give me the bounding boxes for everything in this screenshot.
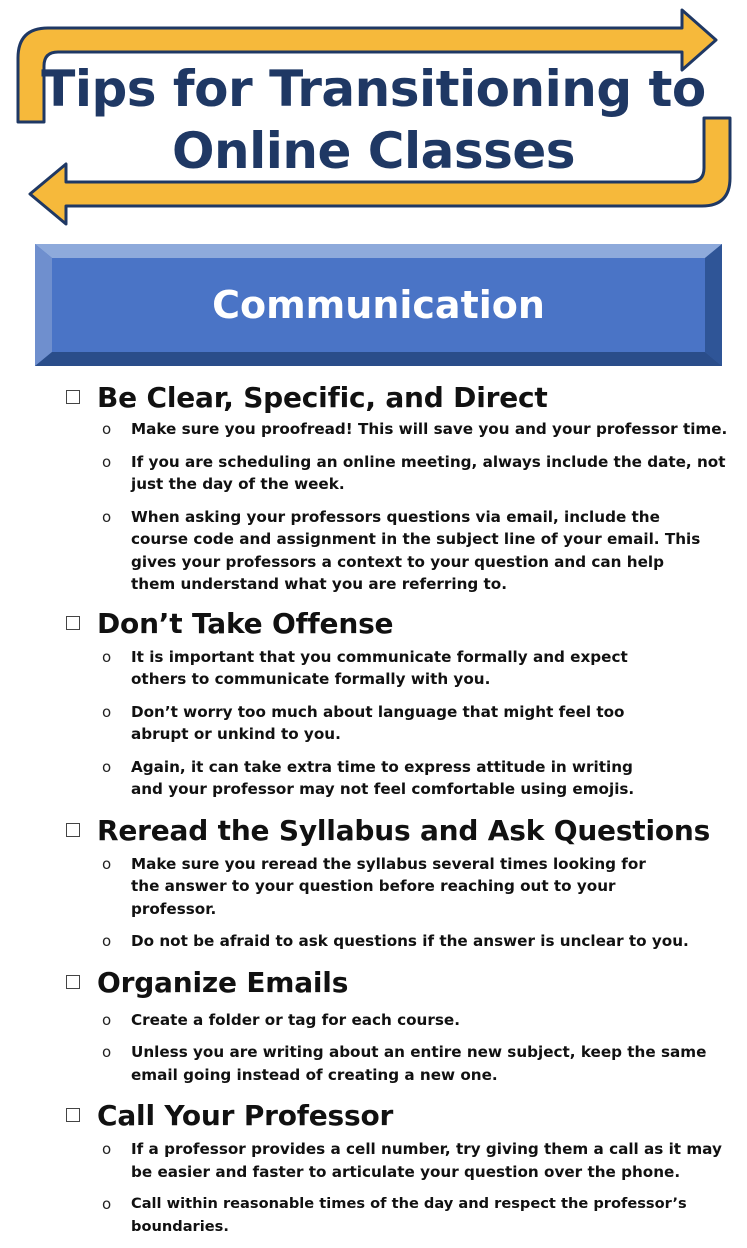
bullet-icon: o: [102, 1043, 112, 1061]
list-item: o If you are scheduling an online meeting, always include the date, not just the day of the week.: [102, 452, 726, 493]
section-header: [35, 244, 722, 366]
list-item: o Call within reasonable times of the day and respect the professor’s boundaries.: [102, 1195, 687, 1235]
bullet-list: [0, 646, 747, 801]
tip-heading: Organize Emails: [97, 965, 349, 999]
bullet-icon: o: [102, 647, 112, 666]
bullet-icon: o: [102, 757, 112, 776]
bullet-list: [0, 1138, 747, 1238]
bullet-icon: o: [102, 420, 112, 438]
checkbox-icon[interactable]: [66, 975, 80, 989]
list-item: o If a professor provides a cell number, try giving them a call as it may be easier and faster to articulate your question over the phone.: [102, 1140, 722, 1181]
bullet-icon: o: [102, 1140, 112, 1158]
tip-heading: Be Clear, Specific, and Direct: [97, 381, 548, 414]
page-title: Tips for Transitioning to Online Classes: [41, 60, 706, 180]
tip-dont-take-offense: [0, 602, 747, 801]
list-item: o Make sure you proofread! This will save you and your professor time.: [0, 418, 747, 441]
bullet-icon: o: [102, 507, 112, 526]
tip-reread-syllabus: [0, 809, 747, 953]
bullet-icon: o: [102, 854, 112, 873]
list-item: o Make sure you reread the syllabus several times looking for the answer to your question before reaching out to your professor.: [102, 854, 646, 918]
bullet-list: [0, 418, 747, 596]
checkbox-icon[interactable]: [66, 823, 80, 837]
bullet-icon: o: [102, 1195, 112, 1213]
list-item: o Again, it can take extra time to express attitude in writing and your professor may not feel comfortable using emojis.: [102, 757, 635, 798]
list-item: o It is important that you communicate formally and expect others to communicate formally with you.: [102, 647, 628, 688]
tip-call-professor: [0, 1094, 747, 1238]
title-banner: [0, 0, 747, 240]
checkbox-icon[interactable]: [66, 390, 80, 404]
tip-heading: Don’t Take Offense: [97, 606, 394, 640]
bullet-list: [0, 853, 747, 953]
list-item: o Unless you are writing about an entire new subject, keep the same email going instead of creating a new one.: [102, 1043, 707, 1084]
section-title: Communication: [212, 283, 545, 327]
list-item: o Don’t worry too much about language that might feel too abrupt or unkind to you.: [102, 702, 625, 743]
tip-heading: Call Your Professor: [97, 1099, 394, 1132]
tip-heading: Reread the Syllabus and Ask Questions: [97, 813, 711, 847]
list-item: o Do not be afraid to ask questions if the answer is unclear to you.: [0, 930, 747, 953]
bullet-list: [0, 1009, 747, 1087]
bullet-icon: o: [102, 452, 112, 471]
list-item: o Create a folder or tag for each course.: [0, 1009, 747, 1032]
checkbox-icon[interactable]: [66, 616, 80, 630]
bullet-icon: o: [102, 1010, 112, 1029]
bullet-icon: o: [102, 702, 112, 721]
list-item: o When asking your professors questions via email, include the course code and assignment in the subject line of your email. This gives your professors a context to your question and can help them understand what you are referring to.: [102, 507, 701, 593]
checkbox-icon[interactable]: [66, 1108, 80, 1122]
tip-organize-emails: [0, 961, 747, 1087]
tip-be-clear: [0, 376, 747, 596]
tips-list: [0, 376, 747, 1248]
bullet-icon: o: [102, 932, 112, 950]
